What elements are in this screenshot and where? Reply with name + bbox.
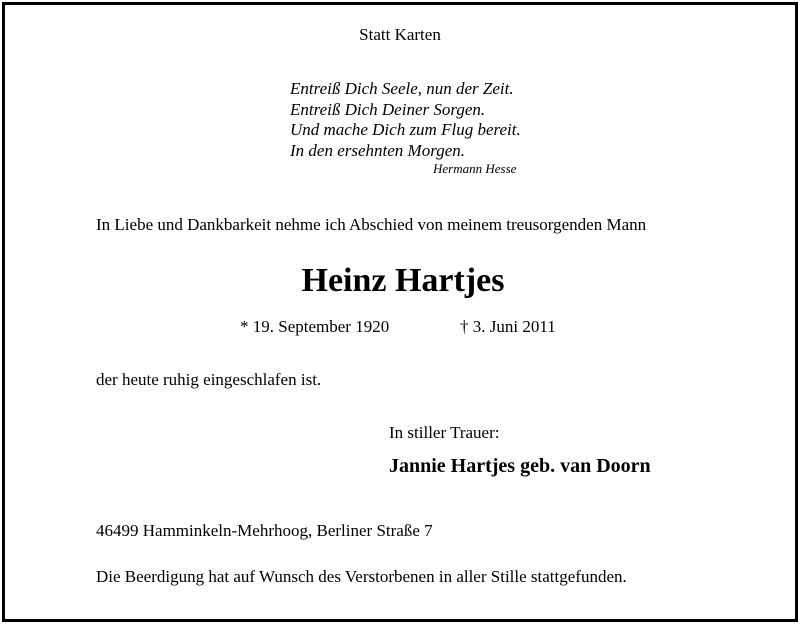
birth-date: * 19. September 1920 [240,317,390,336]
poem-line: In den ersehnten Morgen. [290,140,465,160]
death-date: † 3. Juni 2011 [460,317,556,336]
poem-line: Und mache Dich zum Flug bereit. [290,120,521,139]
intro-text: In Liebe und Dankbarkeit nehme ich Abschied von meinem treusorgenden Mann [96,215,647,234]
passed-text: der heute ruhig eingeschlafen ist. [96,370,322,389]
poem-line: Entreiß Dich Deiner Sorgen. [290,99,486,119]
poem [290,79,521,161]
poem-author: Hermann Hesse [433,161,517,176]
deceased-name: Heinz Hartjes [301,262,505,299]
funeral-note: Die Beerdigung hat auf Wunsch des Verstorbenen in aller Stille stattgefunden. [96,567,627,586]
header-text: Statt Karten [359,25,441,44]
mourning-label: In stiller Trauer: [389,423,500,442]
address: 46499 Hamminkeln-Mehrhoog, Berliner Straße 7 [96,521,433,540]
widow-name: Jannie Hartjes geb. van Doorn [389,455,651,477]
poem-line: Entreiß Dich Seele, nun der Zeit. [290,79,514,98]
